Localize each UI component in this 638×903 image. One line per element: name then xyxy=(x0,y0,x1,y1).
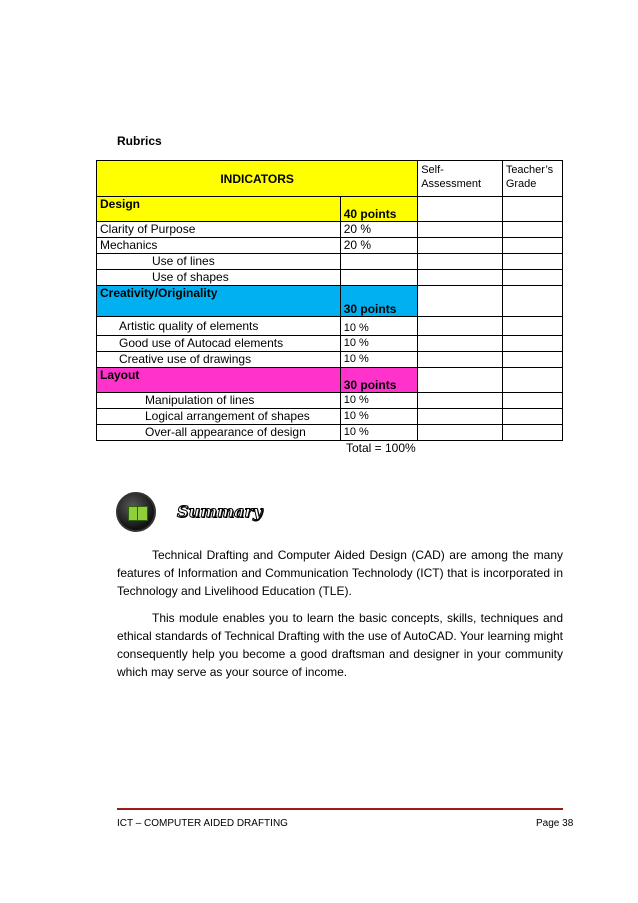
indicators-header: INDICATORS xyxy=(97,161,418,197)
criterion-value: 20 % xyxy=(340,222,417,238)
self-assessment-cell xyxy=(418,238,503,254)
criterion-label: Artistic quality of elements xyxy=(97,317,341,336)
teacher-grade-cell xyxy=(502,368,562,393)
table-row xyxy=(97,238,563,254)
footer-divider xyxy=(117,808,563,810)
layout-label: Layout xyxy=(97,368,341,393)
table-row xyxy=(97,393,563,409)
teacher-grade-cell xyxy=(502,222,562,238)
teacher-grade-cell xyxy=(502,197,562,222)
criterion-value: 10 % xyxy=(340,352,417,368)
rubrics-title: Rubrics xyxy=(117,134,162,148)
criterion-label: Clarity of Purpose xyxy=(97,222,341,238)
total-text: Total = 100% xyxy=(345,441,416,455)
summary-paragraph-2: This module enables you to learn the basic concepts, skills, techniques and ethical standards of Technical Drafting with the use of AutoCAD. Your learning might consequently help you become a good draftsman and designer in your community which may serve as your source of income. xyxy=(117,611,563,679)
criterion-label: Mechanics xyxy=(97,238,341,254)
summary-paragraph-1: Technical Drafting and Computer Aided Design (CAD) are among the many features of Information and Communication Technolody (ICT) that is incorporated in Technology and Livelihood Education (TLE). xyxy=(117,548,563,598)
table-row xyxy=(97,336,563,352)
table-row xyxy=(97,270,563,286)
page-number: Page 38 xyxy=(536,818,574,829)
table-row xyxy=(97,352,563,368)
self-assessment-cell xyxy=(418,270,503,286)
criterion-value: 10 % xyxy=(340,409,417,425)
teacher-grade-cell xyxy=(502,254,562,270)
design-label: Design xyxy=(97,197,341,222)
teacher-grade-cell xyxy=(502,409,562,425)
total-row xyxy=(97,441,563,458)
teacher-grade-cell xyxy=(502,317,562,336)
table-row xyxy=(97,425,563,441)
teacher-grade-cell xyxy=(502,393,562,409)
teacher-grade-cell xyxy=(502,286,562,317)
criterion-label: Manipulation of lines xyxy=(97,393,341,409)
criterion-value xyxy=(340,270,417,286)
self-assessment-cell xyxy=(418,286,503,317)
criterion-label: Creative use of drawings xyxy=(97,352,341,368)
criterion-label: Use of lines xyxy=(97,254,341,270)
layout-category-row xyxy=(97,368,563,393)
criterion-label: Good use of Autocad elements xyxy=(97,336,341,352)
creativity-category-row xyxy=(97,286,563,317)
teacher-grade-cell xyxy=(502,425,562,441)
criterion-value: 10 % xyxy=(340,317,417,336)
self-assessment-cell xyxy=(418,368,503,393)
table-row xyxy=(97,222,563,238)
table-row xyxy=(97,254,563,270)
self-assessment-cell xyxy=(418,352,503,368)
self-assessment-cell xyxy=(418,425,503,441)
self-assessment-cell xyxy=(418,336,503,352)
teacher-grade-cell xyxy=(502,270,562,286)
teacher-grade-cell xyxy=(502,352,562,368)
table-row xyxy=(97,409,563,425)
self-assessment-cell xyxy=(418,197,503,222)
criterion-value: 10 % xyxy=(340,425,417,441)
self-assessment-cell xyxy=(418,222,503,238)
criterion-value: 10 % xyxy=(340,393,417,409)
design-points: 40 points xyxy=(340,197,417,222)
self-assessment-cell xyxy=(418,393,503,409)
criterion-label: Use of shapes xyxy=(97,270,341,286)
criterion-value: 20 % xyxy=(340,238,417,254)
self-assessment-cell xyxy=(418,409,503,425)
table-row xyxy=(97,317,563,336)
footer-title: ICT – COMPUTER AIDED DRAFTING xyxy=(117,818,288,829)
self-assessment-header: Self-Assessment xyxy=(418,161,503,197)
creativity-label: Creativity/Originality xyxy=(97,286,341,317)
book-icon xyxy=(116,492,156,532)
self-assessment-cell xyxy=(418,317,503,336)
header-row xyxy=(97,161,563,197)
teacher-grade-header: Teacher’s Grade xyxy=(502,161,562,197)
teacher-grade-cell xyxy=(502,238,562,254)
creativity-points: 30 points xyxy=(340,286,417,317)
criterion-label: Over-all appearance of design xyxy=(97,425,341,441)
criterion-value: 10 % xyxy=(340,336,417,352)
teacher-grade-cell xyxy=(502,336,562,352)
rubric-table xyxy=(96,160,563,457)
design-category-row xyxy=(97,197,563,222)
layout-points: 30 points xyxy=(340,368,417,393)
summary-title: Summary xyxy=(177,502,263,521)
self-assessment-cell xyxy=(418,254,503,270)
criterion-label: Logical arrangement of shapes xyxy=(97,409,341,425)
criterion-value xyxy=(340,254,417,270)
